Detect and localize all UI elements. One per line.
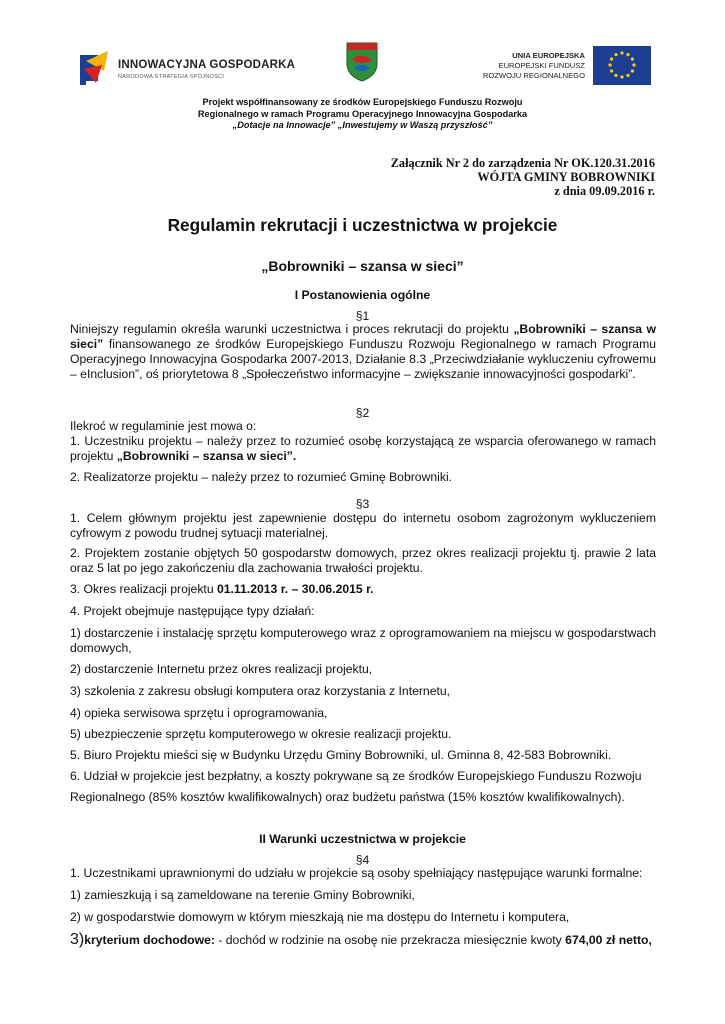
p2-item1-text: 1. Uczestniku projektu – należy przez to rozumieć osobę korzystającą ze wsparcia oferowanego w ramach projektu: [70, 434, 656, 463]
p3-activity-5: 5) ubezpieczenie sprzętu komputerowego w okresie realizacji projektu.: [70, 727, 452, 741]
p4-cond-2: 2) w gospodarstwie domowym w którym mieszkają nie ma dostępu do Internetu i komputera,: [70, 910, 570, 924]
annex-line1: Załącznik Nr 2 do zarządzenia Nr OK.120.31.2016: [390, 156, 655, 170]
cofin-line1: Projekt współfinansowany ze środków Europejskiego Funduszu Rozwoju: [202, 97, 523, 107]
paragraph-3-mark: §3: [355, 497, 370, 511]
ue-line3: ROZWOJU REGIONALNEGO: [482, 71, 585, 80]
ig-logo-name: INNOWACYJNA GOSPODARKA: [118, 59, 296, 71]
p4-cond-1: 1) zamieszkują i są zameldowane na terenie Gminy Bobrowniki,: [70, 888, 415, 902]
p4-cond3-label: kryterium dochodowe:: [84, 933, 215, 947]
p2-item-2: 2. Realizatorze projektu – należy przez to rozumieć Gminę Bobrowniki.: [70, 470, 453, 484]
p2-item1-bold: „Bobrowniki – szansa w sieci”.: [116, 449, 297, 463]
paragraph-4-mark: §4: [355, 853, 370, 867]
p3-activity-3: 3) szkolenia z zakresu obsługi komputera oraz korzystania z Internetu,: [70, 684, 451, 698]
eu-flag-icon: [593, 46, 651, 85]
ue-line2: EUROPEJSKI FUNDUSZ: [498, 61, 585, 70]
p3-item-2: 2. Projektem zostanie objętych 50 gospodarstw domowych, przez okres realizacji projektu tj. prawie 2 lata oraz 5 lat po jego zakończeniu dla zachowania trwałości projektu.: [70, 546, 656, 575]
p4-cond3-amount: 674,00 zł netto,: [565, 933, 652, 947]
annex-line2: WÓJTA GMINY BOBROWNIKI: [477, 170, 655, 184]
cofinancing-note: [70, 97, 655, 132]
p4-cond3-number: 3): [70, 931, 85, 948]
p4-item-1: 1. Uczestnikami uprawnionymi do udziału w projekcie są osoby spełniający następujące warunki formalne:: [70, 866, 643, 880]
eu-fund-text: [470, 51, 585, 81]
p3-activity-1: 1) dostarczenie i instalację sprzętu komputerowego wraz z oprogramowaniem na miejscu w gospodarstwach domowych,: [70, 626, 656, 655]
p3-item3-dates: 01.11.2013 r. – 30.06.2015 r.: [216, 582, 374, 596]
p4-cond3-text: - dochód w rodzinie na osobę nie przekracza miesięcznie kwoty: [214, 933, 566, 947]
p2-item-1: [70, 434, 656, 464]
ig-logo-subtitle: NARODOWA STRATEGIA SPÓJNOŚCI: [118, 74, 225, 80]
p3-item-6-line2: Regionalnego (85% kosztów kwalifikowalnych) oraz budżetu państwa (15% kosztów kwalifikowalnych).: [70, 790, 625, 804]
p3-item-3: [70, 582, 660, 597]
cofin-line2: Regionalnego w ramach Programu Operacyjnego Innowacyjna Gospodarka: [197, 108, 528, 119]
p2-intro: Ilekroć w regulaminie jest mowa o:: [70, 419, 257, 433]
project-name: „Bobrowniki – szansa w sieci”: [261, 258, 464, 274]
annex-reference: [300, 156, 655, 198]
innowacyjna-gospodarka-logo: [78, 47, 296, 91]
bobrowniki-crest-icon: [346, 42, 378, 82]
ue-line1: UNIA EUROPEJSKA: [512, 51, 585, 60]
p3-activity-2: 2) dostarczenie Internetu przez okres realizacji projektu,: [70, 662, 373, 676]
ig-logo-icon: [78, 47, 114, 89]
paragraph-2-mark: §2: [355, 406, 370, 420]
p3-item3-text: 3. Okres realizacji projektu: [70, 582, 217, 596]
section2-heading: II Warunki uczestnictwa w projekcie: [259, 832, 466, 846]
paragraph-1-text: [70, 322, 656, 382]
section1-heading: I Postanowienia ogólne: [294, 288, 431, 302]
p3-activity-4: 4) opieka serwisowa sprzętu i oprogramowania,: [70, 706, 328, 720]
p3-item-1: 1. Celem głównym projektu jest zapewnienie dostępu do internetu osobom zagrożonym wykluczeniem cyfrowym z powodu trudnej sytuacji materialnej.: [70, 511, 656, 540]
document-title: Regulamin rekrutacji i uczestnictwa w projekcie: [167, 215, 558, 235]
p4-cond-3: [70, 932, 660, 948]
p1-text-b: finansowanego ze środków Europejskiego Funduszu Rozwoju Regionalnego w ramach Programu Operacyjnego Innowacyjna Gospodarka 2007-2013, Działanie 8.3 „Przeciwdziałanie wykluczeniu cyfrowemu – eInclusion”, oś priorytetowa 8 „Społeczeństwo informacyjne – zwiększanie innowacyjności gospodarki”.: [70, 337, 656, 381]
p3-item-5: 5. Biuro Projektu mieści się w Budynku Urzędu Gminy Bobrowniki, ul. Gminna 8, 42-583 Bobrowniki.: [70, 748, 612, 762]
annex-line3: z dnia 09.09.2016 r.: [554, 184, 655, 198]
p1-text-a: Niniejszy regulamin określa warunki uczestnictwa i proces rekrutacji do projektu: [70, 322, 514, 336]
cofin-line3: „Dotacje na Innowacje” „Inwestujemy w Waszą przyszłość”: [232, 120, 493, 130]
p3-item-6-line1: 6. Udział w projekcie jest bezpłatny, a koszty pokrywane są ze środków Europejskiego Funduszu Rozwoju: [70, 769, 642, 783]
paragraph-1-mark: §1: [355, 309, 370, 323]
p1-project-name: „Bobrowniki – szansa w sieci”: [70, 322, 656, 351]
p3-item-4: 4. Projekt obejmuje następujące typy działań:: [70, 604, 315, 618]
